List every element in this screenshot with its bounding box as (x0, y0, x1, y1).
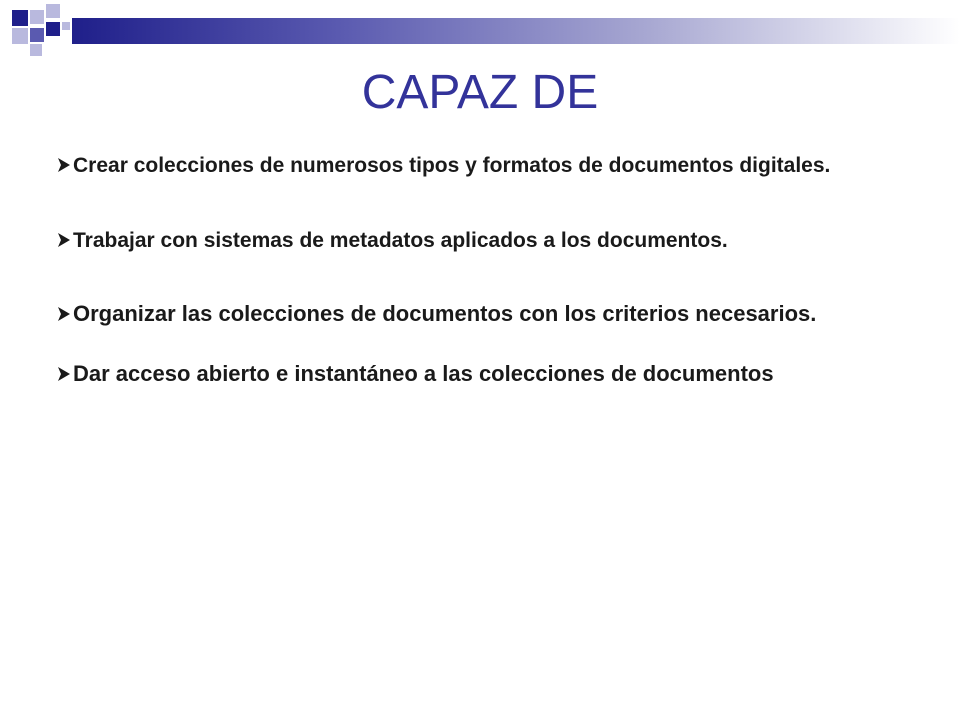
decor-square (30, 10, 44, 24)
arrowhead-bullet-icon (57, 232, 71, 248)
bullet-item (57, 294, 903, 334)
bullet-text: Organizar las colecciones de documentos con los criterios necesarios. (73, 301, 817, 326)
slide-title: CAPAZ DE (361, 66, 599, 119)
arrowhead-bullet-icon (57, 366, 71, 382)
decor-square (62, 22, 70, 30)
decor-square (46, 22, 60, 36)
decor-square (30, 44, 42, 56)
header-decoration (0, 0, 960, 60)
bullet-item (57, 225, 903, 256)
bullet-list (57, 150, 903, 394)
bullet-text: Trabajar con sistemas de metadatos aplicados a los documentos. (73, 229, 728, 252)
bullet-text: Dar acceso abierto e instantáneo a las colecciones de documentos (73, 361, 774, 386)
bullet-item (57, 150, 903, 181)
bullet-text: Crear colecciones de numerosos tipos y formatos de documentos digitales. (73, 154, 831, 177)
bullet-item (57, 354, 903, 394)
arrowhead-bullet-icon (57, 157, 71, 173)
decor-square (12, 10, 28, 26)
arrowhead-bullet-icon (57, 306, 71, 322)
decor-square (46, 4, 60, 18)
decor-square (12, 28, 28, 44)
header-gradient-bar (72, 18, 960, 44)
decor-square (30, 28, 44, 42)
